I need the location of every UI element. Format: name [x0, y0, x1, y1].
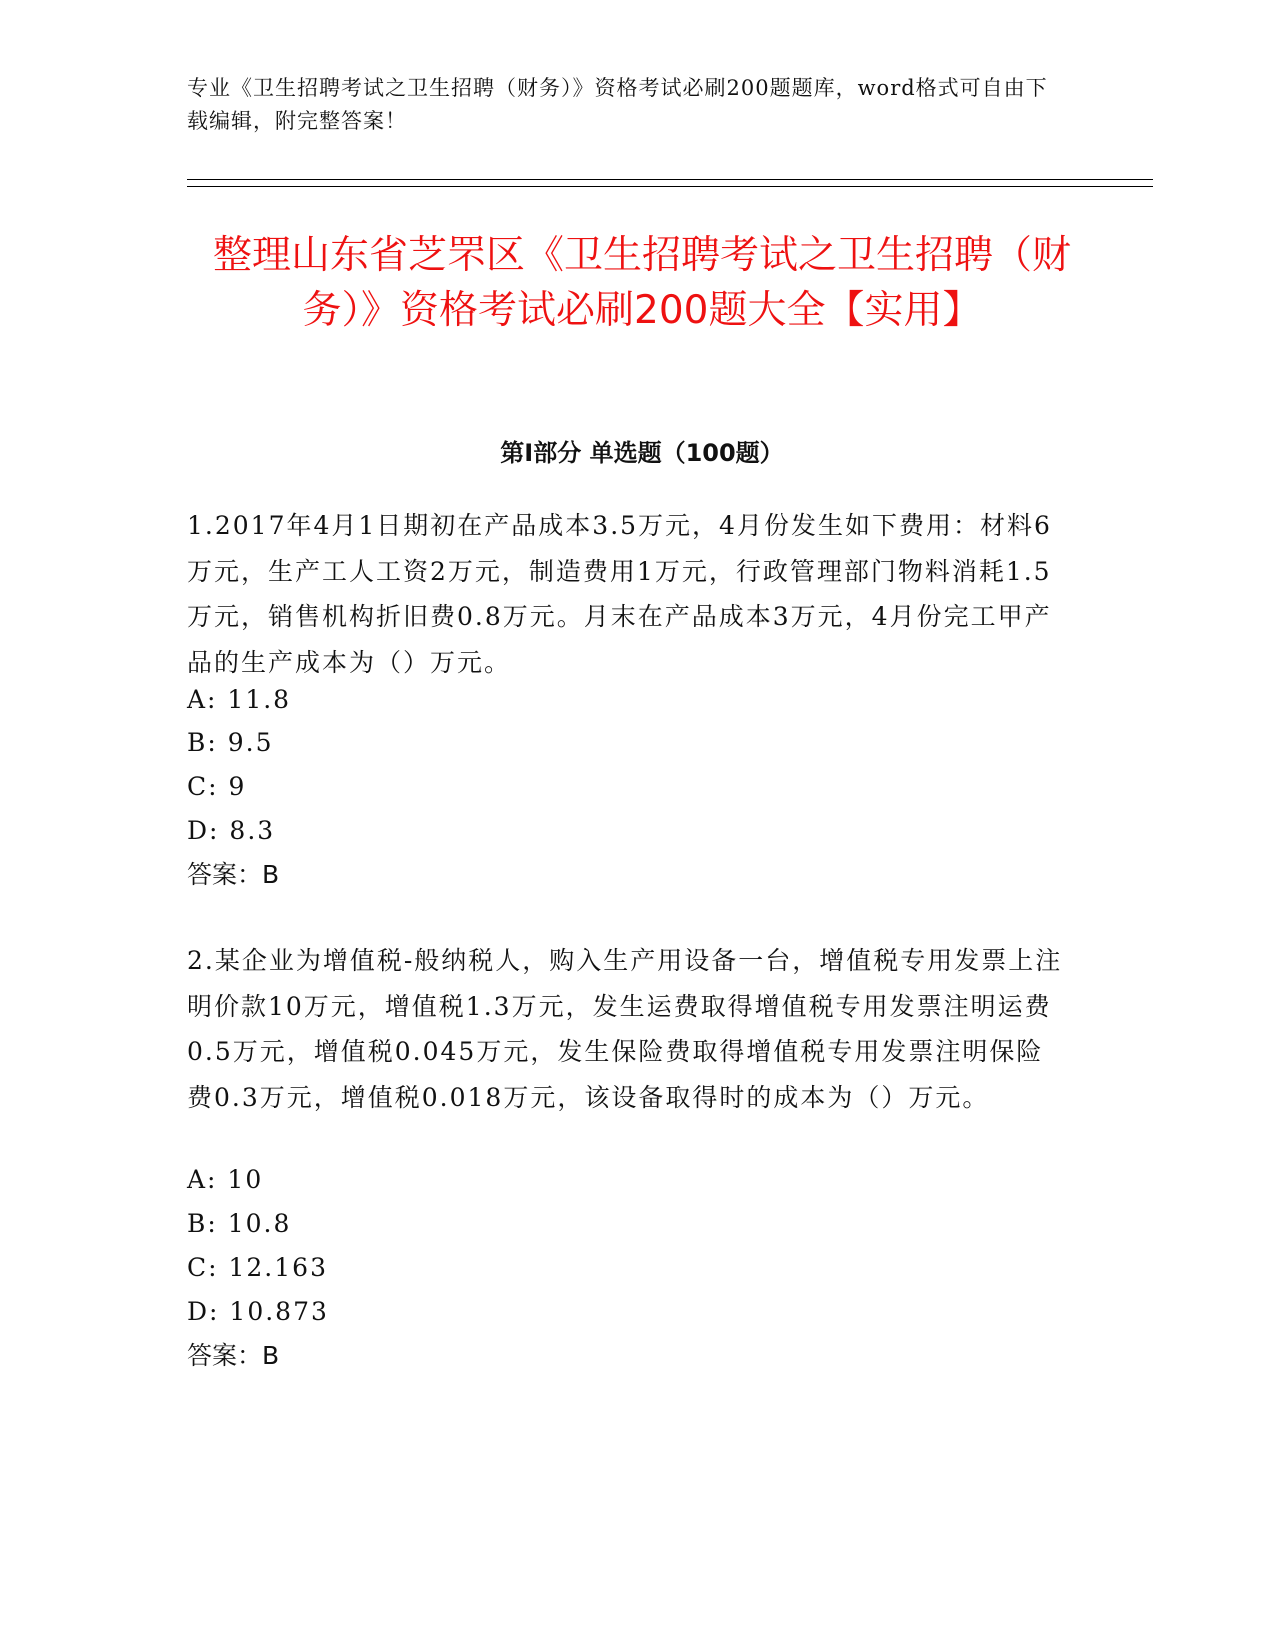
option-a: A: 10	[187, 1165, 264, 1194]
option-c: C: 9	[187, 772, 247, 801]
header-divider-thin	[187, 186, 1153, 187]
header-note: 专业《卫生招聘考试之卫生招聘（财务）》资格考试必刷200题题库，word格式可自由下载编辑，附完整答案！	[187, 76, 1048, 133]
option-b: B: 9.5	[187, 728, 274, 757]
option-b: B: 10.8	[187, 1209, 292, 1238]
question-text: 2.某企业为增值税-般纳税人，购入生产用设备一台，增值税专用发票上注明价款10万元，增值税1.3万元，发生运费取得增值税专用发票注明运费0.5万元，增值税0.045万元，发生保险费取得增值税专用发票注明保险费0.3万元，增值税0.018万元，该设备取得时的成本为（）万元。	[187, 946, 1063, 1112]
option-d: D: 8.3	[187, 816, 276, 845]
document-title: 整理山东省芝罘区《卫生招聘考试之卫生招聘（财务）》资格考试必刷200题大全【实用】	[212, 233, 1071, 333]
header-divider-thick	[187, 179, 1153, 180]
option-c: C: 12.163	[187, 1253, 328, 1282]
section-heading: 第I部分 单选题（100题）	[500, 439, 784, 467]
option-d: D: 10.873	[187, 1297, 329, 1326]
question-text: 1.2017年4月1日期初在产品成本3.5万元，4月份发生如下费用：材料6万元，生产工人工资2万元，制造费用1万元，行政管理部门物料消耗1.5万元，销售机构折旧费0.8万元。月末在产品成本3万元，4月份完工甲产品的生产成本为（）万元。	[187, 511, 1052, 677]
option-a: A: 11.8	[187, 685, 292, 714]
answer: 答案：B	[187, 1341, 280, 1370]
answer: 答案：B	[187, 860, 280, 889]
